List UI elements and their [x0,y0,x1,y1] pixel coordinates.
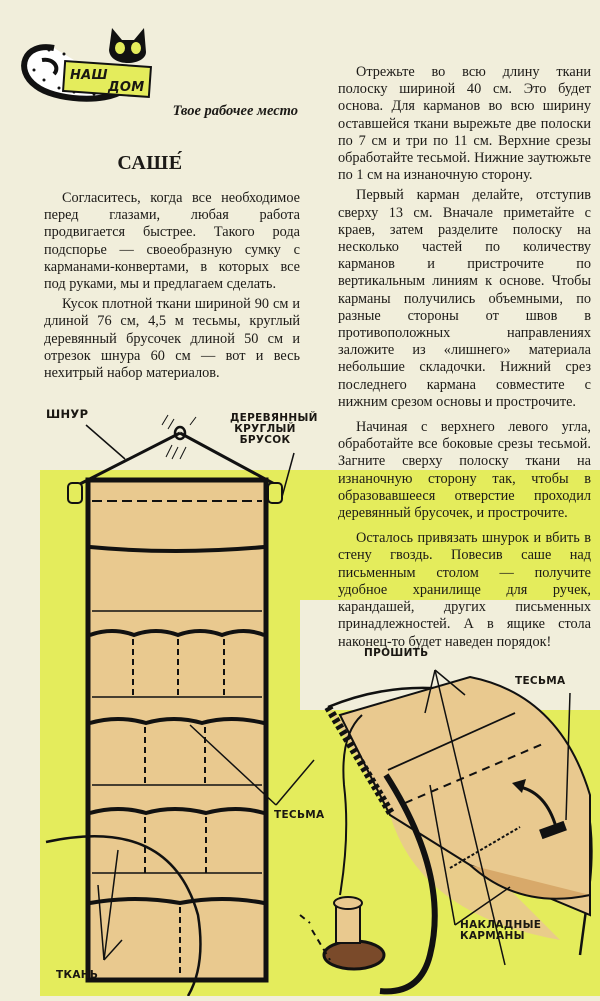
label-braid-detail: ТЕСЬМА [515,675,566,687]
label-patch-pockets [460,920,541,942]
label-braid: ТЕСЬМА [274,809,325,821]
paragraph: Согласитесь, когда все необходимое перед глазами, любая работа продвигается быстрее. Такого рода подспорье — своеобразную сумку с карманами-конвертами, в которых все под руками, мы и предлагаем сделать. [44,190,300,293]
label-rod-line: БРУСОК [239,434,291,446]
paragraph: Отрежьте во всю длину ткани полоску шириной 40 см. Это будет основа. Для карманов во всю ширину оставшейся ткани вырежьте две полоски по 7 см и три по 11 см. Верхние срезы обработайте тесьмой. Нижние заутюжьте по 1 см на изнаночную сторону. [338,64,591,184]
label-rod-line: КРУГЛЫЙ [234,423,296,435]
label-rod-line: ДЕРЕВЯННЫЙ [230,412,318,424]
paragraph: Кусок плотной ткани шириной 90 см и длиной 76 см, 4,5 м тесьмы, круглый деревянный брусочек длиной 50 см и отрезок шнура 60 см — вот и весь нехитрый набор материалов. [44,296,300,382]
nash-dom-logo [14,20,154,102]
label-stitch: ПРОШИТЬ [364,647,429,659]
paragraph: Первый карман делайте, отступив сверху 13 см. Вначале приметайте с краев, затем разделите полоску на несколько частей по количеству карманов и пристрочите по вертикальным линиям к основе. Чтобы карманы получились объемными, по разные стороны от швов в противоположных направлениях заложите из «лишнего» материала небольшие складочки. Нижний срез последнего кармана совместите с нижним срезом основы и прострочите. [338,187,591,410]
paragraph: Начиная с верхнего левого угла, обработайте все боковые срезы тесьмой. Загните сверху полоску ткани на изнаночную сторону так, чтобы в образовавшееся отверстие проходил деревянный брусочек, и прострочите. [338,419,591,522]
paragraph: Осталось привязать шнурок и вбить в стену гвоздь. Повесив саше над письменным столом — получите удобное хранилище для ручек, карандашей, других письменных принадлежностей. А в ящике стола наконец-то будет наведен порядок! [338,530,591,650]
rubric-heading: Твое рабочее место [172,103,298,119]
logo-text-nash: НАШ [70,68,108,83]
logo-text-dom: ДОМ [108,80,145,95]
label-pockets-line: КАРМАНЫ [460,930,525,942]
sachet-drawing [0,395,600,996]
left-column [44,190,300,385]
label-wooden-rod [230,412,318,446]
label-cord: ШНУР [46,407,89,421]
label-pockets-line: НАКЛАДНЫЕ [460,919,542,931]
article-title: САШЕ́ [117,152,183,174]
label-fabric: ТКАНЬ [56,969,99,981]
tape-roll-icon [324,941,384,969]
sachet-illustration [0,395,600,996]
sachet-base [88,480,266,980]
